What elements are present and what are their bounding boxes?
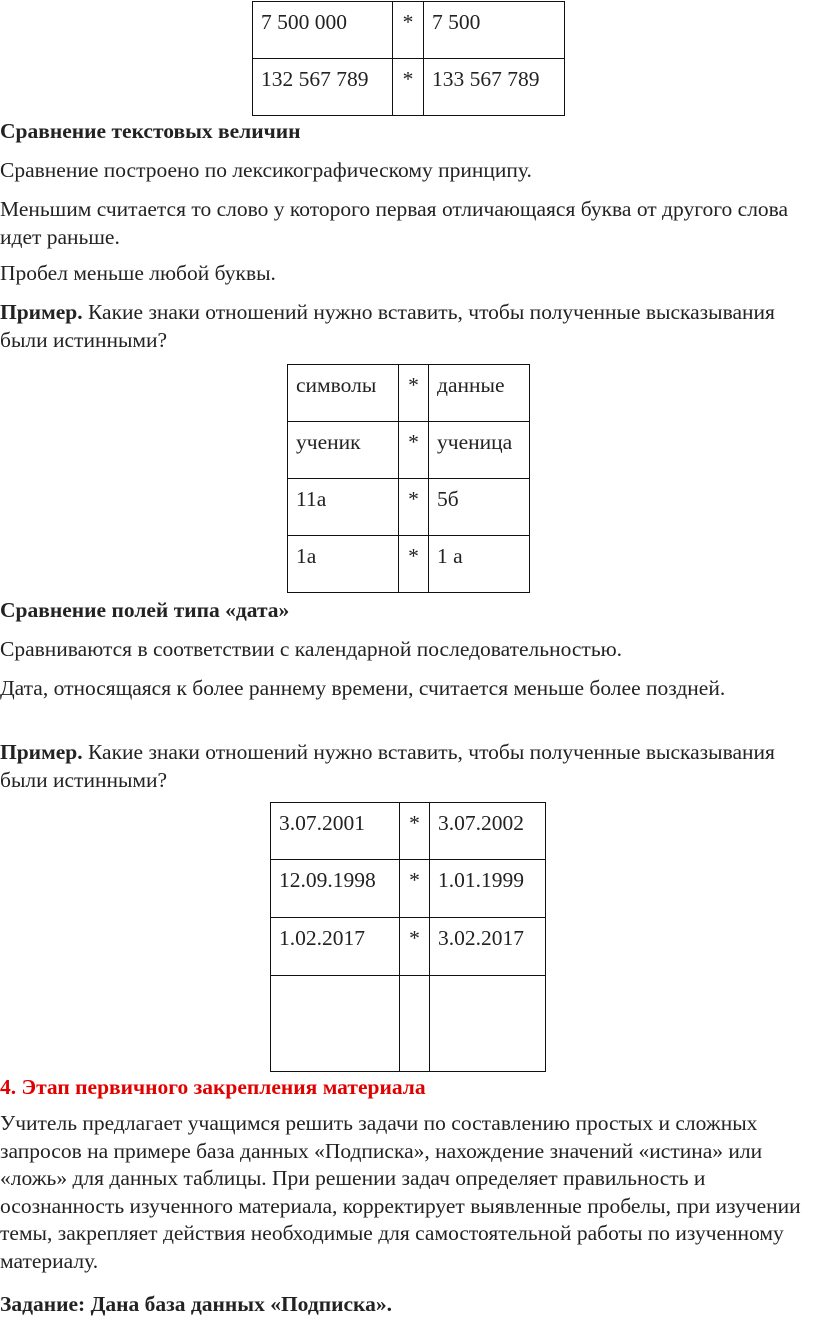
table-row (271, 918, 546, 976)
table-cell: * (400, 918, 430, 976)
table-cell: * (399, 536, 429, 593)
example-label: Пример. (0, 740, 83, 764)
table-row (288, 536, 530, 593)
table-cell (271, 976, 400, 1072)
table-row (288, 422, 530, 479)
table-cell: 1а (288, 536, 399, 593)
table-cell: * (393, 59, 424, 116)
stage-heading: 4. Этап первичного закрепления материала (0, 1075, 426, 1099)
table-cell: 3.02.2017 (430, 918, 546, 976)
example-paragraph (0, 738, 808, 794)
table-row (253, 59, 565, 116)
table-row (253, 2, 565, 59)
table-cell: * (400, 803, 430, 860)
table-row (271, 860, 546, 918)
date-comparison-table (270, 802, 546, 1072)
table-cell: * (399, 422, 429, 479)
table-row (288, 479, 530, 536)
paragraph: Сравнение построено по лексикографическому принципу. (0, 158, 532, 182)
paragraph: Сравниваются в соответствии с календарной последовательностью. (0, 637, 623, 661)
example-text: Какие знаки отношений нужно вставить, чтобы полученные высказывания были истинными? (0, 740, 775, 792)
task-heading: Задание: Дана база данных «Подписка». (0, 1292, 392, 1316)
table-cell: * (393, 2, 424, 59)
table-cell: ученица (429, 422, 530, 479)
table-cell (400, 976, 430, 1072)
table-cell: 133 567 789 (424, 59, 565, 116)
table-cell: * (400, 860, 430, 918)
stage-paragraph: Учитель предлагает учащимся решить задачи по составлению простых и сложных запросов на примере база данных «Подписка», нахождение значений «истина» или «ложь» для данных таблицы. При решении задач определяет правильность и осознанность изученного материала, корректирует выявленные пробелы, при изучении темы, закрепляет действия необходимые для самостоятельной работы по изученному материалу. (0, 1111, 801, 1273)
table-cell: 12.09.1998 (271, 860, 400, 918)
table-cell: 1.01.1999 (430, 860, 546, 918)
table-cell: 7 500 (424, 2, 565, 59)
table-cell: 1.02.2017 (271, 918, 400, 976)
paragraph: Пробел меньше любой буквы. (0, 261, 276, 285)
table-cell: 11а (288, 479, 399, 536)
table-cell: 3.07.2002 (430, 803, 546, 860)
table-cell: * (399, 365, 429, 422)
table-cell: * (399, 479, 429, 536)
table-row (271, 976, 546, 1072)
table-row (288, 365, 530, 422)
table-cell: 1 а (429, 536, 530, 593)
table-cell: 3.07.2001 (271, 803, 400, 860)
example-label: Пример. (0, 300, 83, 324)
example-text: Какие знаки отношений нужно вставить, чтобы полученные высказывания были истинными? (0, 300, 775, 352)
paragraph: Меньшим считается то слово у которого первая отличающаяся буква от другого слова идет раньше. (0, 197, 789, 249)
table-cell: ученик (288, 422, 399, 479)
table-cell: 132 567 789 (253, 59, 393, 116)
table-cell: данные (429, 365, 530, 422)
table-row (271, 803, 546, 860)
paragraph: Дата, относящаяся к более раннему времени, считается меньше более поздней. (0, 676, 726, 700)
table-cell: 5б (429, 479, 530, 536)
table-cell (430, 976, 546, 1072)
text-comparison-table (287, 364, 530, 593)
section-heading: Сравнение полей типа «дата» (0, 598, 290, 622)
number-comparison-table (252, 1, 565, 116)
section-heading: Сравнение текстовых величин (0, 119, 301, 143)
example-paragraph (0, 298, 808, 354)
table-cell: 7 500 000 (253, 2, 393, 59)
table-cell: символы (288, 365, 399, 422)
